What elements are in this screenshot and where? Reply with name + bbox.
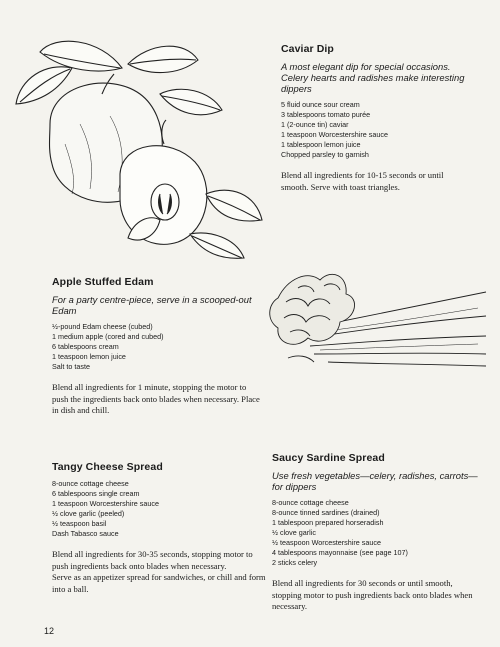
method-paragraph: Blend all ingredients for 10-15 seconds or until smooth. Serve with toast triangles. [281,170,444,192]
ingredient-list [52,322,264,372]
ingredient-item: ½ teaspoon Worcestershire sauce [272,538,381,547]
ingredient-item: Dash Tabasco sauce [52,529,119,538]
recipe-intro: A most elegant dip for special occasions. Celery hearts and radishes make interesting dippers [281,61,465,94]
ingredient-item: 2 sticks celery [272,558,318,567]
recipe-title: Tangy Cheese Spread [52,461,163,473]
ingredient-item: 5 fluid ounce sour cream [281,100,360,109]
recipe-title: Caviar Dip [281,43,334,55]
ingredient-item: ½ clove garlic (peeled) [52,509,125,518]
page-number: 12 [44,626,55,636]
ingredient-list [52,479,267,539]
ingredient-item: 6 tablespoons cream [52,342,119,351]
recipe-method [52,382,264,417]
ingredient-item: 1 medium apple (cored and cubed) [52,332,164,341]
ingredient-item: 8-ounce tinned sardines (drained) [272,508,380,517]
method-paragraph: Blend all ingredients for 30 seconds or until smooth, stopping motor to push ingredients back onto blades when necessary. [272,578,473,612]
ingredient-item: 6 tablespoons single cream [52,489,140,498]
ingredient-item: Salt to taste [52,362,90,371]
apple-illustration [10,24,272,262]
ingredient-item: ½-pound Edam cheese (cubed) [52,322,153,331]
ingredient-item: 8-ounce cottage cheese [52,479,129,488]
recipe-method [52,549,267,595]
ingredient-item: 4 tablespoons mayonnaise (see page 107) [272,548,408,557]
ingredient-item: 3 tablespoons tomato purée [281,110,371,119]
ingredient-item: ½ teaspoon basil [52,519,107,528]
recipe-title: Saucy Sardine Spread [272,452,385,464]
ingredient-item: Chopped parsley to garnish [281,150,369,159]
ingredient-item: ½ clove garlic [272,528,316,537]
recipe-apple-stuffed-edam [52,276,264,417]
recipe-tangy-cheese-spread [52,461,267,595]
ingredient-list [281,100,471,160]
recipe-intro: For a party centre-piece, serve in a scooped-out Edam [52,294,252,316]
ingredient-item: 1 tablespoon prepared horseradish [272,518,384,527]
recipe-method [272,578,479,613]
ingredient-item: 1 (2-ounce tin) caviar [281,120,349,129]
ingredient-item: 1 teaspoon Worcestershire sauce [52,499,159,508]
recipe-saucy-sardine-spread [272,452,479,613]
ingredient-item: 1 teaspoon lemon juice [52,352,126,361]
recipe-intro: Use fresh vegetables—celery, radishes, carrots—for dippers [272,470,478,492]
recipe-title: Apple Stuffed Edam [52,276,154,288]
ingredient-list [272,498,479,568]
recipe-caviar-dip [281,43,471,193]
celery-illustration [268,258,488,386]
method-paragraph: Blend all ingredients for 1 minute, stopping the motor to push the ingredients back onto blades when necessary. Place in dish and chill. [52,382,260,416]
ingredient-item: 8-ounce cottage cheese [272,498,349,507]
method-paragraph: Blend all ingredients for 30-35 seconds, stopping motor to push ingredients back onto blades when necessary. [52,549,253,571]
ingredient-item: 1 teaspoon Worcestershire sauce [281,130,388,139]
ingredient-item: 1 tablespoon lemon juice [281,140,361,149]
recipe-method [281,170,471,193]
method-paragraph: Serve as an appetizer spread for sandwiches, or chill and form into a ball. [52,572,266,594]
